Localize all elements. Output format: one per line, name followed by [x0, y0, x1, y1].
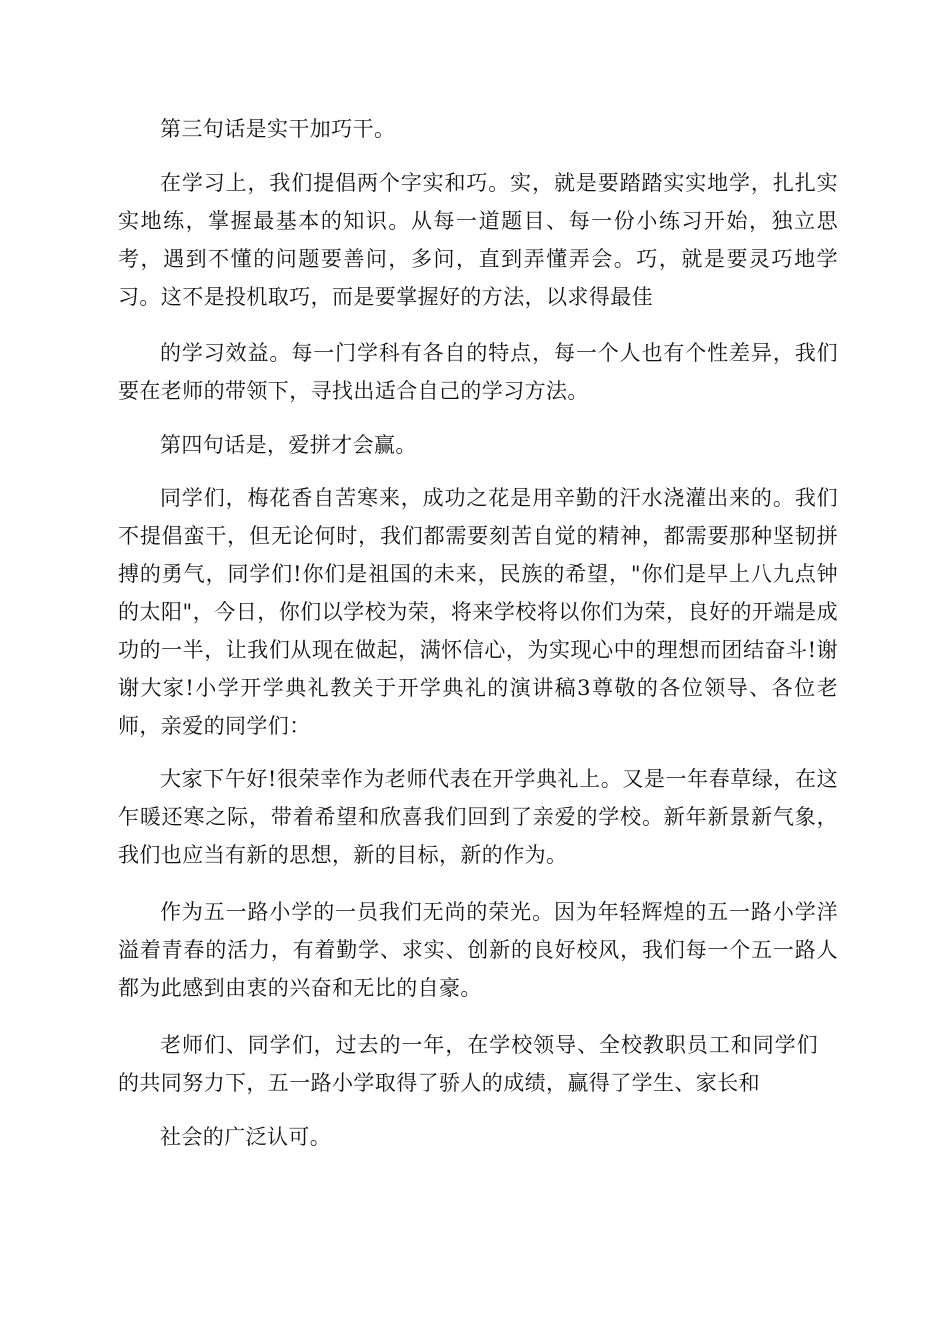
- paragraph-4: 第四句话是，爱拼才会赢。: [160, 433, 417, 457]
- paragraph-2: 在学习上，我们提倡两个字实和巧。实，就是要踏踏实实地学，扎扎实实地练，掌握最基本的知识。从每一道题目、每一份小练习开始，独立思考，遇到不懂的问题要善问，多问，直到弄懂弄会。巧，就是要灵巧地学习。这不是投机取巧，而是要掌握好的方法，以求得最佳: [118, 171, 838, 309]
- paragraph-7: 作为五一路小学的一员我们无尚的荣光。因为年轻辉煌的五一路小学洋溢着青春的活力，有着勤学、求实、创新的良好校风，我们每一个五一路人都为此感到由衷的兴奋和无比的自豪。: [118, 900, 838, 1000]
- paragraph-8: 老师们、同学们，过去的一年，在学校领导、全校教职员工和同学们的共同努力下，五一路小学取得了骄人的成绩，赢得了学生、家长和: [118, 1033, 818, 1095]
- paragraph-6: 大家下午好!很荣幸作为老师代表在开学典礼上。又是一年春草绿，在这乍暖还寒之际，带着希望和欣喜我们回到了亲爱的学校。新年新景新气象，我们也应当有新的思想，新的目标，新的作为。: [118, 767, 838, 867]
- paragraph-5: 同学们，梅花香自苦寒来，成功之花是用辛勤的汗水浇灌出来的。我们不提倡蛮干，但无论何时，我们都需要刻苦自觉的精神，都需要那种坚韧拼搏的勇气，同学们!你们是祖国的未来，民族的希望，"你们是早上八九点钟的太阳"，今日，你们以学校为荣，将来学校将以你们为荣，良好的开端是成功的一半，让我们从现在做起，满怀信心，为实现心中的理想而团结奋斗!谢谢大家!小学开学典礼教关于开学典礼的演讲稿3尊敬的各位领导、各位老师，亲爱的同学们：: [118, 486, 838, 738]
- paragraph-9: 社会的广泛认可。: [160, 1125, 332, 1149]
- paragraph-3: 的学习效益。每一门学科有各自的特点，每一个人也有个性差异，我们要在老师的带领下，寻找出适合自己的学习方法。: [118, 341, 838, 403]
- paragraph-1: 第三句话是实干加巧干。: [160, 117, 396, 141]
